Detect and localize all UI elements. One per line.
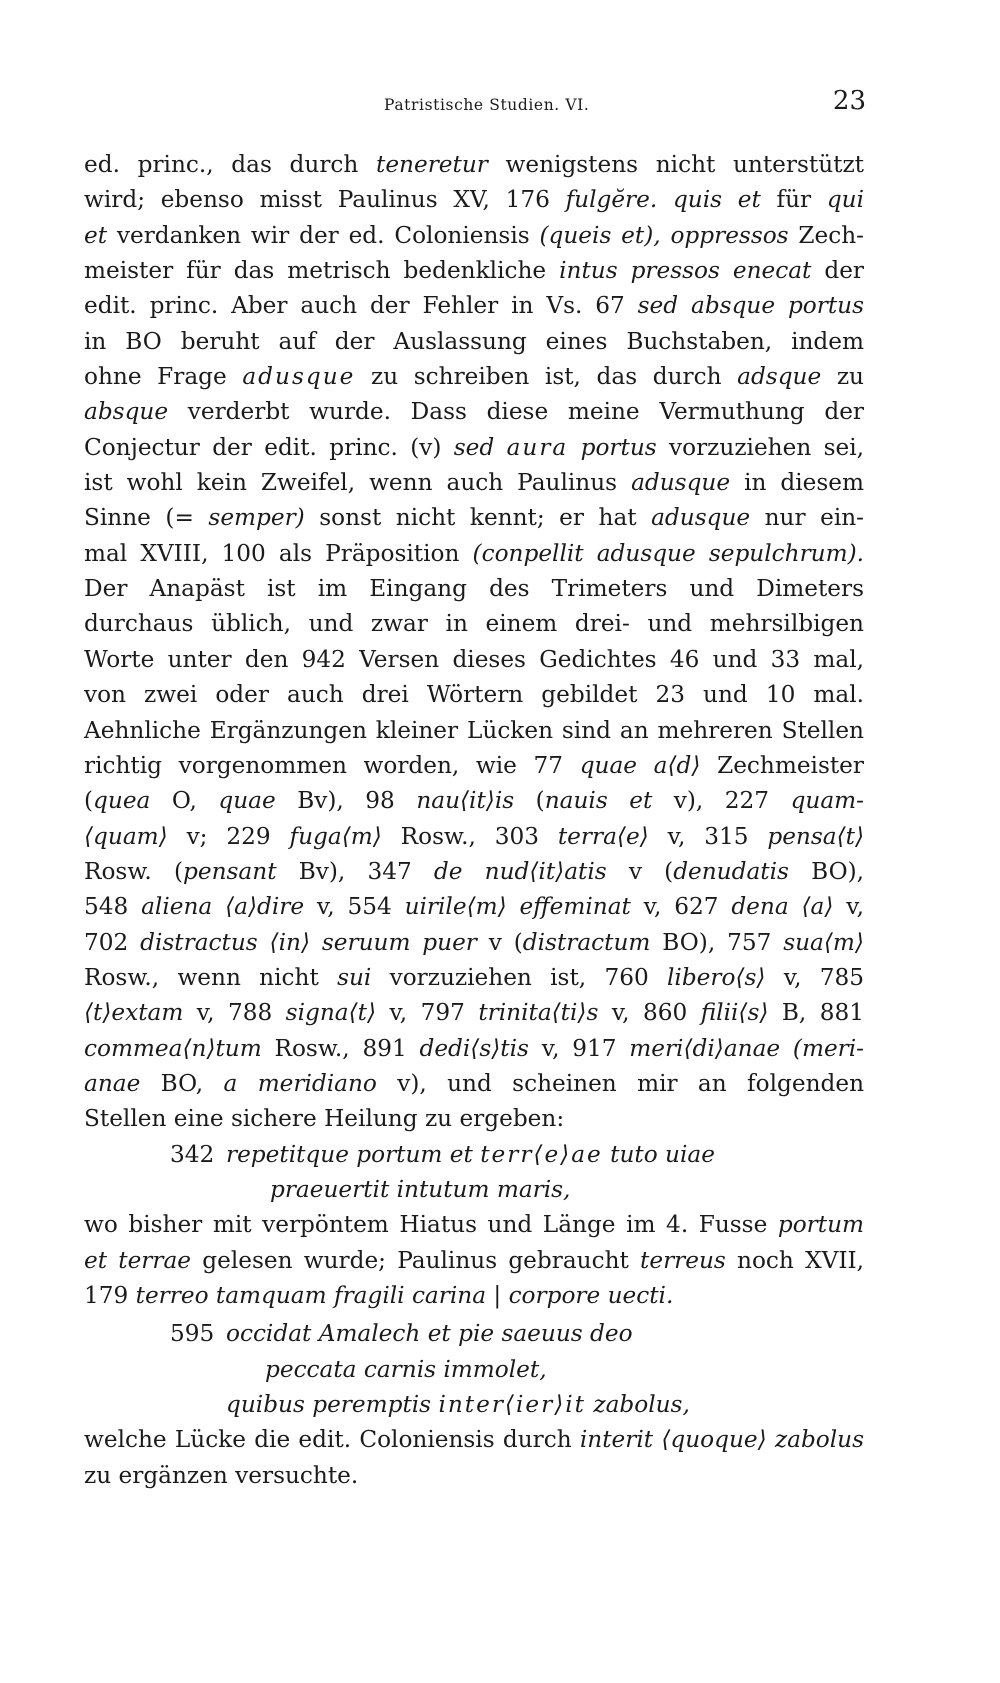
italic-text: sui (337, 963, 372, 991)
verse-342-line-2 (84, 1172, 864, 1207)
italic-text: a meridiano (223, 1069, 377, 1097)
text-line: Rosw., wenn nicht sui vorzuziehen ist, 760 libero⟨s⟩ v, 785 (84, 963, 865, 991)
verse-text: praeuertit intutum maris, (270, 1175, 571, 1203)
text-line: Der Anapäst ist im Eingang des Trimeters und Dimeters (84, 575, 864, 603)
text-line: wird; ebenso misst Paulinus XV, 176 fulgĕre. quis et für qui (84, 186, 865, 214)
verse-text: occidat Amalech et pie saeuus deo (226, 1320, 633, 1348)
italic-text: ⟨t⟩extam (84, 999, 184, 1027)
text-line: et terrae gelesen wurde; Paulinus gebraucht terreus noch XVII, (84, 1246, 865, 1274)
italic-text: signa⟨t⟩ (285, 999, 376, 1027)
middle-paragraph (84, 1207, 864, 1313)
italic-text: et terrae (84, 1246, 192, 1274)
italic-text: dedi⟨s⟩tis (419, 1034, 529, 1062)
italic-text: anae (84, 1069, 141, 1097)
text-line: ed. princ., das durch teneretur wenigstens nicht unterstützt (84, 151, 864, 178)
text-line: Rosw. (pensant Bv), 347 de nud⟨it⟩atis v (denudatis BO), (84, 857, 865, 885)
italic-text: pensa⟨t⟩ (767, 822, 864, 850)
italic-text: aliena ⟨a⟩dire (141, 893, 305, 921)
italic-text: quis et (672, 186, 761, 214)
italic-text: quam- (790, 787, 865, 815)
text-line: (quea O, quae Bv), 98 nau⟨it⟩is (nauis et v), 227 quam- (84, 787, 865, 815)
italic-text: (queis et), oppressos (539, 221, 789, 249)
italic-text: distractus ⟨in⟩ seruum puer (140, 928, 477, 956)
italic-text: absque (84, 398, 169, 426)
italic-text: interit ⟨quoque⟩ zabolus (579, 1426, 864, 1454)
text-line: zu ergänzen versuchte. (84, 1461, 359, 1489)
italic-text: sed absque portus (637, 292, 864, 320)
text-line: ⟨t⟩extam v, 788 signa⟨t⟩ v, 797 trinita⟨ti⟩s v, 860 filii⟨s⟩ B, 881 (84, 999, 864, 1027)
text-line: Sinne (= semper) sonst nicht kennt; er hat adusque nur ein- (84, 504, 865, 532)
italic-text: intus pressos enecat (559, 257, 812, 285)
text-line: meister für das metrisch bedenkliche intus pressos enecat der (84, 257, 864, 285)
text-line: Worte unter den 942 Versen dieses Gedichtes 46 und 33 mal, (84, 645, 864, 673)
text-line: welche Lücke die edit. Coloniensis durch interit ⟨quoque⟩ zabolus (84, 1426, 864, 1454)
text-line: wo bisher mit verpöntem Hiatus und Länge im 4. Fusse portum (84, 1211, 864, 1239)
italic-text: quea (93, 787, 151, 815)
text-line: ist wohl kein Zweifel, wenn auch Paulinus adusque in diesem (84, 469, 864, 497)
italic-text: ⟨quam⟩ (84, 822, 168, 850)
verse-text: peccata carnis immolet, (265, 1355, 547, 1383)
italic-text: denudatis (673, 857, 789, 885)
text-line: 702 distractus ⟨in⟩ seruum puer v (distractum BO), 757 sua⟨m⟩ (84, 928, 864, 956)
italic-text: inter⟨ier⟩it (438, 1391, 586, 1419)
text-line: richtig vorgenommen worden, wie 77 quae a⟨d⟩ Zechmeister (84, 751, 864, 779)
italic-text: = semper) (174, 504, 305, 532)
text-line: durchaus üblich, und zwar in einem drei- und mehrsilbigen (84, 610, 864, 638)
italic-text: sed (453, 433, 495, 461)
italic-text: filii⟨s⟩ (700, 999, 769, 1027)
verse-595-line-1 (84, 1316, 864, 1351)
page-number: 23 (832, 86, 866, 116)
italic-text: nauis et (544, 787, 653, 815)
italic-text: fuga⟨m⟩ (289, 822, 382, 850)
italic-text: libero⟨s⟩ (667, 963, 766, 991)
verse-number: 342 (170, 1140, 215, 1168)
text-line: et verdanken wir der ed. Coloniensis (queis et), oppressos Zech- (84, 221, 864, 249)
text-line: 179 terreo tamquam fragili carina | corpore uecti. (84, 1282, 674, 1309)
text-line: 548 aliena ⟨a⟩dire v, 554 uirile⟨m⟩ effeminat v, 627 dena ⟨a⟩ v, (84, 893, 864, 921)
italic-text: pensant (183, 857, 277, 885)
text-line: ⟨quam⟩ v; 229 fuga⟨m⟩ Rosw., 303 terra⟨e⟩ v, 315 pensa⟨t⟩ (84, 822, 864, 850)
italic-text: terreo tamquam fragili carina | corpore uecti. (135, 1282, 674, 1309)
italic-text: trinita⟨ti⟩s (478, 999, 599, 1027)
italic-text: distractum (522, 928, 651, 956)
italic-text: portum (777, 1211, 864, 1239)
final-paragraph (84, 1422, 864, 1493)
italic-text: terr⟨e⟩ae (480, 1140, 603, 1168)
italic-text: fulgĕre. (565, 186, 658, 214)
italic-text: et (84, 221, 108, 249)
italic-text: dena ⟨a⟩ (731, 893, 834, 921)
main-paragraph (84, 147, 864, 1137)
verse-text: repetitque portum et terr⟨e⟩ae tuto uiae (226, 1140, 715, 1168)
italic-text: (conpellit adusque sepulchrum). (472, 539, 864, 567)
italic-text: adsque (737, 363, 822, 391)
text-line: von zwei oder auch drei Wörtern gebildet 23 und 10 mal. (84, 681, 864, 709)
italic-text: sua⟨m⟩ (783, 928, 864, 956)
text-line: Conjectur der edit. princ. (v) sed aura portus vorzuziehen sei, (84, 433, 865, 461)
italic-text: commea⟨n⟩tum (84, 1034, 262, 1062)
verse-342-line-1 (84, 1137, 864, 1172)
text-line: anae BO, a meridiano v), und scheinen mir an folgenden (84, 1069, 864, 1097)
italic-text: quae (218, 787, 276, 815)
italic-text: qui (826, 186, 865, 214)
text-line: Aehnliche Ergänzungen kleiner Lücken sind an mehreren Stellen (84, 716, 864, 744)
text-line: in BO beruht auf der Auslassung eines Buchstaben, indem (84, 327, 864, 355)
italic-text: meri⟨di⟩anae (meri- (629, 1034, 865, 1062)
text-line: absque verderbt wurde. Dass diese meine Vermuthung der (84, 398, 864, 426)
text-line: ohne Frage adusque zu schreiben ist, das durch adsque zu (84, 363, 864, 391)
running-head: Patristische Studien. VI. (384, 96, 590, 114)
verse-text: quibus peremptis inter⟨ier⟩it zabolus, (226, 1391, 690, 1419)
italic-text: aura (506, 433, 569, 461)
italic-text: de nud⟨it⟩atis (433, 857, 607, 885)
italic-text: terreus (640, 1246, 726, 1274)
verse-595-line-2 (84, 1352, 864, 1387)
page-body (84, 147, 864, 1493)
italic-text: uirile⟨m⟩ effeminat (404, 893, 631, 921)
italic-text: quae a⟨d⟩ (579, 751, 701, 779)
text-line: mal XVIII, 100 als Präposition (conpellit adusque sepulchrum). (84, 539, 864, 567)
italic-text: terra⟨e⟩ (557, 822, 649, 850)
text-line: Stellen eine sichere Heilung zu ergeben: (84, 1105, 565, 1133)
text-line: edit. princ. Aber auch der Fehler in Vs. 67 sed absque portus (84, 292, 864, 320)
page-header (0, 86, 1000, 126)
verse-595-line-3 (84, 1387, 864, 1422)
italic-text: nau⟨it⟩is (416, 787, 515, 815)
italic-text: adusque (242, 363, 356, 391)
italic-text: portus (580, 433, 657, 461)
italic-text: adusque (651, 504, 751, 532)
verse-number: 595 (170, 1320, 215, 1348)
italic-text: adusque (631, 469, 731, 497)
text-line: commea⟨n⟩tum Rosw., 891 dedi⟨s⟩tis v, 917 meri⟨di⟩anae (meri- (84, 1034, 865, 1062)
italic-text: teneretur (376, 151, 488, 178)
